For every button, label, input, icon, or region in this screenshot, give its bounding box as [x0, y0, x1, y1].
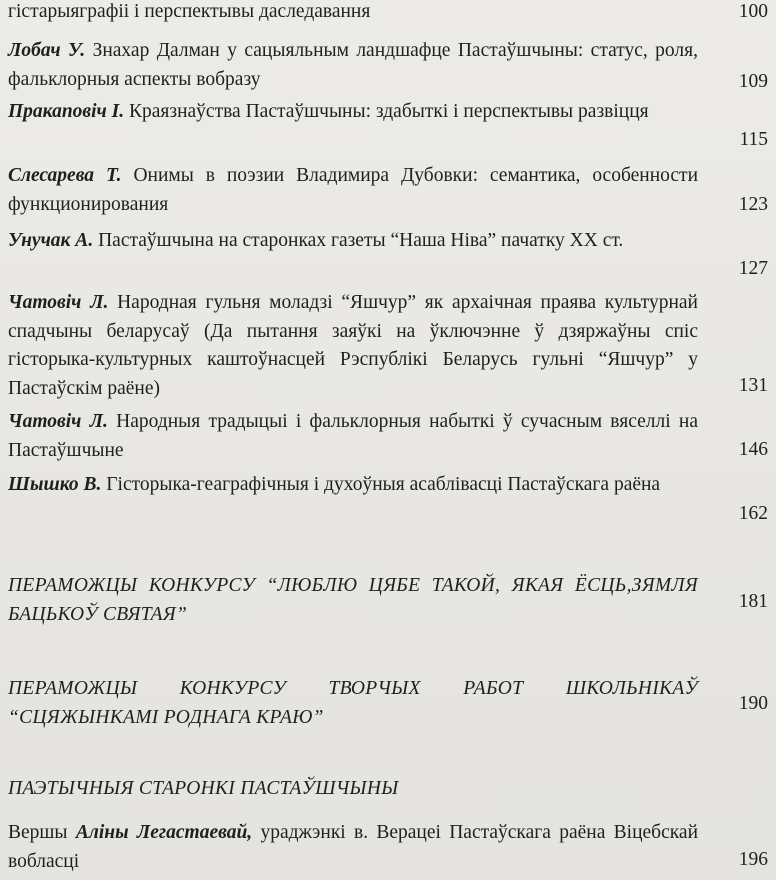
toc-entry-author: Чатовіч Л.: [8, 411, 108, 432]
toc-entry-text: Гісторыка-геаграфічныя і духоўныя асабліваcці Пастаўскага раёна: [101, 474, 661, 495]
toc-entry: [8, 289, 698, 403]
toc-entry: [8, 471, 698, 500]
toc-entry: [8, 819, 698, 876]
toc-page-number: 162: [738, 503, 768, 524]
toc-page-number: 109: [738, 71, 768, 92]
toc-entry-text: Вершы: [8, 822, 76, 843]
toc-entry: [8, 37, 698, 94]
toc-entry-author: Пракаповіч І.: [8, 101, 125, 122]
toc-entry-text: Народныя традыцыі і фальклорныя набыткі ў сучасным вяселлі на Пастаўшчыне: [8, 411, 698, 461]
toc-entry-text: Краязнаўства Пастаўшчыны: здабыткі і перспектывы развіцця: [124, 101, 649, 122]
toc-entry-author: Аліны Легастаевай,: [75, 822, 253, 843]
toc-page-number: 181: [738, 591, 768, 612]
toc-page-number: 127: [738, 258, 768, 279]
toc-entry-text: ПЕРАМОЖЦЫ КОНКУРСУ ТВОРЧЫХ РАБОТ ШКОЛЬНІКАЎ “СЦЯЖЫНКАМІ РОДНАГА КРАЮ”: [8, 678, 698, 728]
toc-entry-text: ПАЭТЫЧНЫЯ СТАРОНКІ ПАСТАЎШЧЫНЫ: [8, 778, 399, 799]
toc-entry-text: Пастаўшчына на старонках газеты “Наша Ніва” пачатку XX ст.: [93, 230, 624, 251]
toc-page-number: 196: [738, 849, 768, 870]
toc-entry-text: гістарыяграфіі і перспектывы даследавання: [8, 1, 371, 22]
toc-entry: [8, 408, 698, 465]
toc-entry-author: Лобач У.: [8, 40, 86, 61]
toc-section-heading: [8, 675, 698, 732]
toc-page-number: 190: [738, 693, 768, 714]
toc-entry-author: Слесарева Т.: [8, 165, 122, 186]
toc-entry-author: Унучак А.: [8, 230, 94, 251]
toc-page-number: 100: [738, 1, 768, 22]
toc-entry-author: Шышко В.: [8, 474, 102, 495]
toc-page-number: 146: [738, 439, 768, 460]
toc-entry: [8, 227, 698, 256]
toc-section-heading: [8, 572, 698, 629]
toc-page-number: 123: [738, 194, 768, 215]
toc-page-number: 115: [739, 129, 768, 150]
toc-entry: [8, 98, 698, 127]
toc-entry-text: ПЕРАМОЖЦЫ КОНКУРСУ “ЛЮБЛЮ ЦЯБЕ ТАКОЙ, ЯКАЯ ЁСЦЬ,ЗЯМЛЯ БАЦЬКОЎ СВЯТАЯ”: [8, 575, 698, 625]
toc-entry: [8, 0, 698, 27]
toc-page-number: 131: [738, 375, 768, 396]
toc-entry-text: Онимы в поэзии Владимира Дубовки: семантика, особенности функционирования: [8, 165, 699, 215]
toc-entry-text-tail: ураджэнкі в. Верацеі Пастаўскага раёна Віцебскай вобласці: [8, 822, 699, 872]
toc-entry-text: Народная гульня моладзі “Яшчур” як архаічная праява культурнай спадчыны беларусаў (Да пытання заяўкі на ўключэнне ў дзяржаўны спіс гісторыка-культурных каштоўнасцей Рэспублікі Беларусь гульні “Яшчур” у Пастаўскім раёне): [8, 292, 698, 399]
toc-entry: [8, 162, 698, 219]
toc-entry-text: Знахар Далман у сацыяльным ландшафце Пастаўшчыны: статус, роля, фальклорныя аспекты вобразу: [8, 40, 698, 90]
toc-section-heading: [8, 775, 698, 804]
toc-entry-author: Чатовіч Л.: [8, 292, 109, 313]
